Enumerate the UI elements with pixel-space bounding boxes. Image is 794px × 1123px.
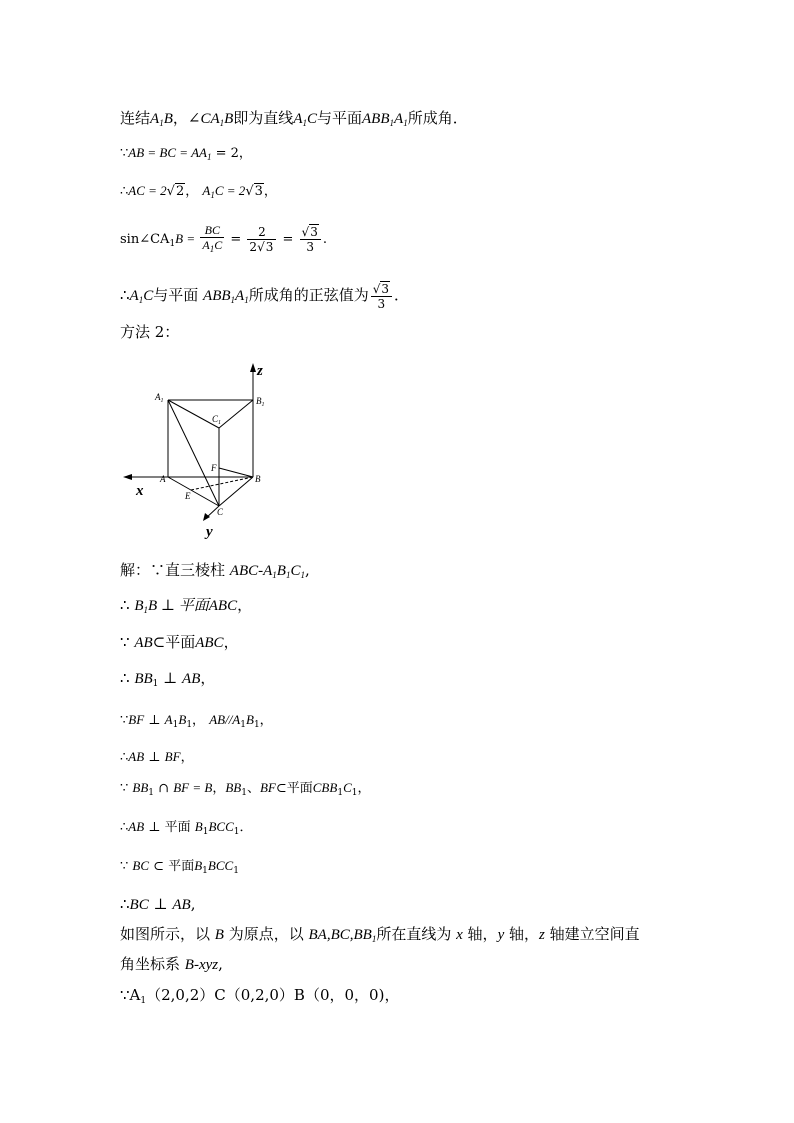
- x-arrow-icon: [123, 474, 132, 480]
- plane-abb1a1: $ABB_1A_1$: [362, 111, 408, 128]
- edge-ac: [168, 477, 219, 506]
- line-12: ∴AB ⊥ BF，: [120, 749, 194, 765]
- label-f: F: [211, 463, 217, 473]
- edge-cb: [219, 477, 253, 506]
- line-15: ∵ BC ⊂ 平面$B_1BCC_1$: [120, 858, 239, 876]
- line-8: ∴ $B_1B$ ⊥ 平面ABC，: [120, 596, 253, 615]
- label-z-axis: z: [257, 363, 263, 379]
- method-2-heading: 方法 2：: [120, 323, 180, 341]
- label-c1: $C_1$: [212, 414, 222, 426]
- angle-ca1b: $\angle CA_1B$: [187, 111, 234, 128]
- label-a: A: [160, 474, 166, 484]
- edge-c1b1: [219, 400, 253, 428]
- line-a1c: $A_1C$: [293, 111, 317, 128]
- fraction-sqrt3-3: $\frac{√3}{3}$: [300, 225, 321, 254]
- segment-a1b: $A_1B$: [150, 111, 173, 128]
- line-9: ∵ AB⊂平面ABC，: [120, 633, 239, 651]
- line-1: 连结$A_1B$，$\angle CA_1B$即为直线$A_1C$与平面$ABB_1A_1$所成角．: [120, 109, 468, 128]
- text: 连结: [120, 109, 151, 127]
- line-17: 如图所示，以 B 为原点，以 $BA,BC,BB_1$所在直线为 x 轴，y 轴，z 轴建立空间直: [120, 925, 640, 944]
- line-4-sine: $\sin\angle CA_1B$ = $\frac{BC}{A_1C}$ = $\frac{2}{2√3}$ = $\frac{√3}{3}$ .: [120, 223, 327, 254]
- label-a1: $A_1$: [155, 392, 164, 404]
- line-18: 角坐标系 B-xyz,: [120, 955, 223, 973]
- line-16: ∴BC ⊥ AB,: [120, 895, 196, 913]
- fraction-bc-a1c: $\frac{BC}{A_1C}$: [202, 223, 223, 254]
- segment-eb: [191, 477, 253, 490]
- label-c: C: [217, 507, 224, 517]
- z-arrow-icon: [250, 363, 256, 372]
- line-10: ∴ $BB_1$ ⊥ AB，: [120, 669, 216, 689]
- fraction-answer: $\frac{√3}{3}$: [371, 282, 392, 311]
- segment-fb: [219, 468, 253, 477]
- line-7: 解：∵直三棱柱 ABC-$A_1B_1C_1$,: [120, 561, 310, 580]
- line-3: ∴AC = 2√2， $A_1C = 2√3$，: [120, 183, 277, 200]
- line-19: $\because A_1(2,0,2)C(0,2,0)B(0$，0，0)，: [120, 986, 400, 1006]
- line-2: ∵AB = BC = $AA_1 = 2$，: [120, 145, 252, 162]
- prism-figure: [118, 358, 278, 543]
- label-y-axis: y: [206, 524, 213, 540]
- y-arrow-icon: [203, 513, 210, 521]
- line-13: ∵ $BB_1$ ∩ BF = B，$BB_1$、BF⊂平面$CBB_1C_1$，: [120, 780, 371, 798]
- line-11: ∵BF ⊥ $A_1B_1$， $AB//A_1B_1$，: [120, 712, 273, 730]
- line-5: $\therefore A_1C$与平面 $ABB_1A_1$所成角的正弦值为 $\frac{√3}{3}$ ．: [120, 281, 410, 311]
- fraction-2-2sqrt3: $\frac{2}{2√3}$: [247, 225, 276, 254]
- label-e: E: [185, 491, 191, 501]
- line-14: ∴AB ⊥ 平面 $B_1BCC_1$．: [120, 819, 253, 837]
- label-x-axis: x: [136, 483, 144, 499]
- label-b1: $B_1$: [256, 396, 265, 408]
- label-b: B: [255, 474, 261, 484]
